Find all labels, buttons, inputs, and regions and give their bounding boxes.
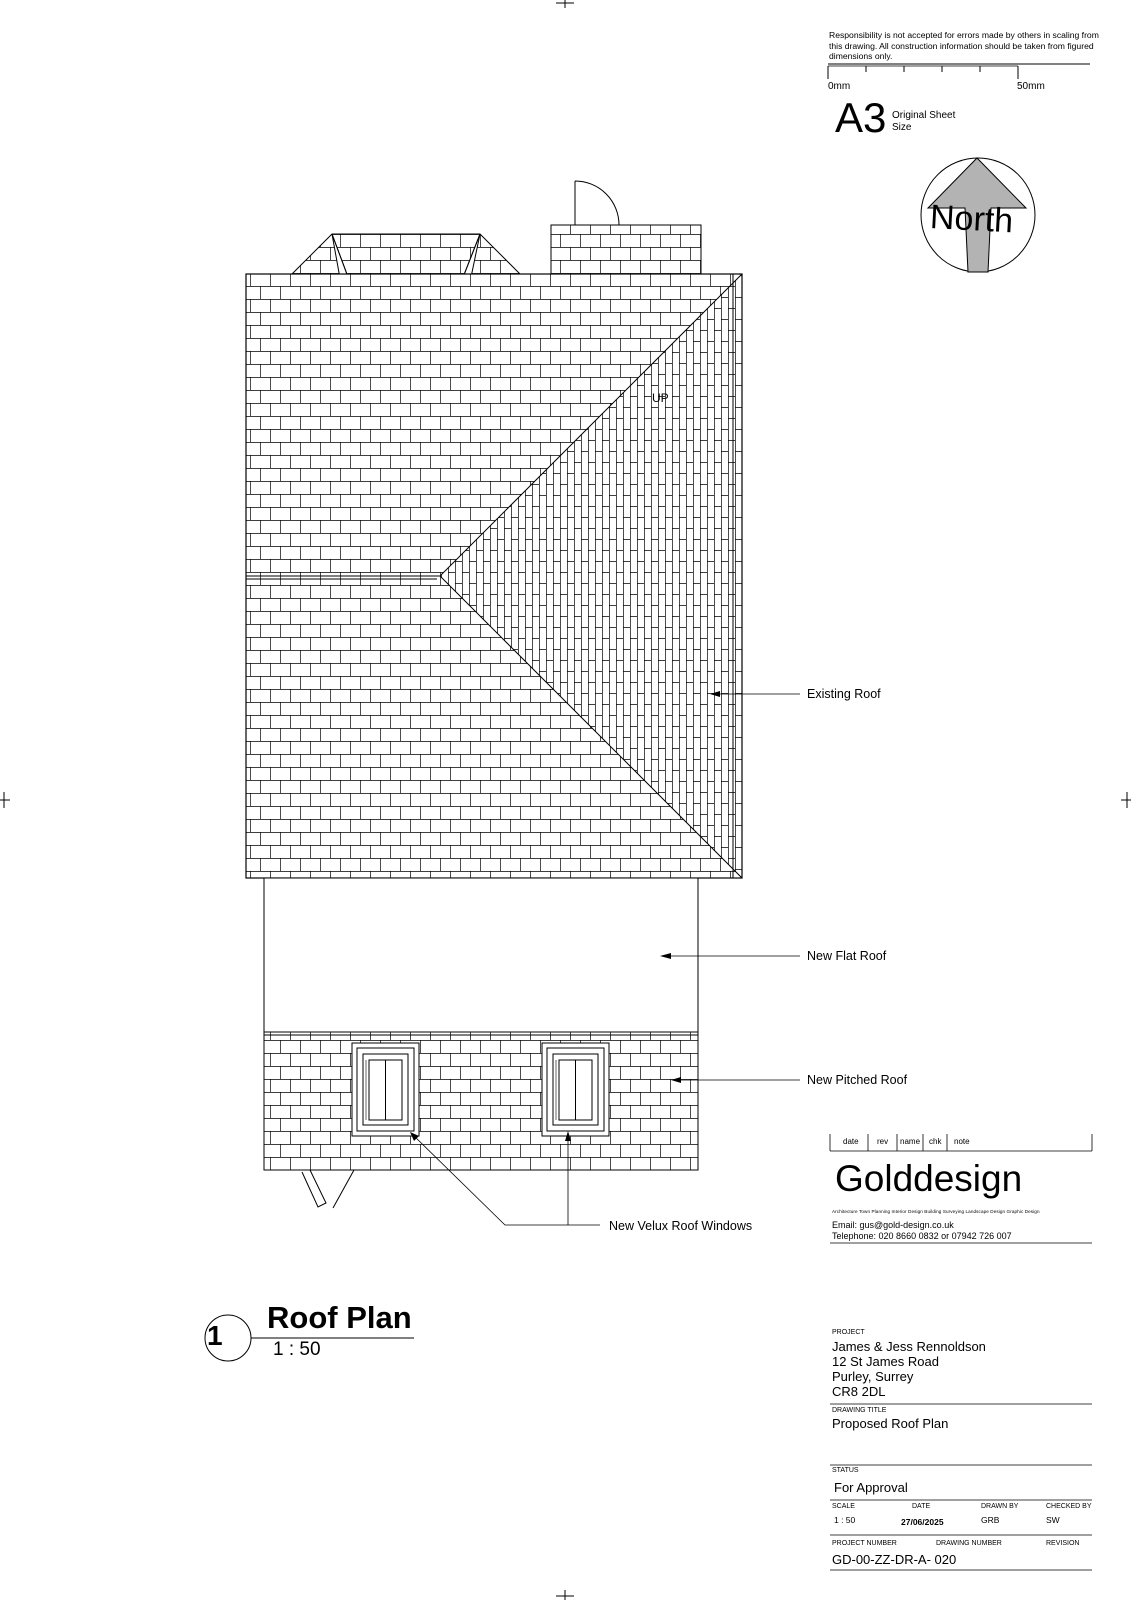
- company-telephone: Telephone: 020 8660 0832 or 07942 726 007: [832, 1231, 1012, 1241]
- checked-by-label: CHECKED BY: [1046, 1503, 1092, 1510]
- scale-bar-end-label: 50mm: [1017, 81, 1045, 92]
- scale-bar: [828, 64, 1090, 79]
- project-line-3: Purley, Surrey: [832, 1369, 914, 1384]
- title-tag-number: 1: [207, 1320, 223, 1351]
- status-label: STATUS: [832, 1467, 859, 1474]
- title-tag-title: Roof Plan: [267, 1300, 412, 1335]
- project-line-2: 12 St James Road: [832, 1354, 939, 1369]
- drawing-number: GD-00-ZZ-DR-A- 020: [832, 1552, 957, 1567]
- velux-window-right: [542, 1043, 609, 1136]
- date-label: DATE: [912, 1503, 931, 1510]
- new-flat-roof-label: New Flat Roof: [807, 949, 887, 963]
- drawn-by-label: DRAWN BY: [981, 1503, 1019, 1510]
- date-value: 27/06/2025: [901, 1517, 944, 1527]
- project-line-4: CR8 2DL: [832, 1384, 886, 1399]
- drawing-title: Proposed Roof Plan: [832, 1416, 949, 1431]
- new-flat-roof: [264, 878, 698, 1032]
- scale-value: 1 : 50: [834, 1515, 856, 1525]
- new-pitched-roof: [264, 1032, 698, 1170]
- project-label: PROJECT: [832, 1329, 865, 1336]
- rev-header-note: note: [954, 1137, 970, 1146]
- scale-label: SCALE: [832, 1503, 855, 1510]
- project-line-1: James & Jess Rennoldson: [832, 1339, 986, 1354]
- status-value: For Approval: [834, 1480, 908, 1495]
- scale-bar-start-label: 0mm: [828, 81, 851, 92]
- downpipe: [302, 1170, 354, 1208]
- chimney-block: [551, 225, 701, 274]
- checked-by-value: SW: [1046, 1515, 1060, 1525]
- new-pitched-roof-label: New Pitched Roof: [807, 1073, 908, 1087]
- title-tag-scale: 1 : 50: [273, 1339, 321, 1360]
- revision-label: REVISION: [1046, 1540, 1080, 1547]
- project-number-label: PROJECT NUMBER: [832, 1540, 897, 1547]
- existing-roof-label: Existing Roof: [807, 687, 881, 701]
- sheet-size: A3: [835, 94, 887, 141]
- sheet-size-caption: Original Sheet Size: [892, 110, 956, 133]
- drawing-number-label: DRAWING NUMBER: [936, 1540, 1002, 1547]
- rev-header-date: date: [843, 1137, 859, 1146]
- front-gable: [292, 234, 520, 274]
- roof-up-label: UP: [652, 391, 669, 405]
- north-label: North: [929, 198, 1015, 241]
- rev-header-rev: rev: [877, 1137, 889, 1146]
- drawn-by-value: GRB: [981, 1515, 1000, 1525]
- door-swing: [575, 181, 619, 225]
- rev-header-chk: chk: [929, 1137, 942, 1146]
- rev-header-name: name: [900, 1137, 921, 1146]
- drawing-title-label: DRAWING TITLE: [832, 1407, 887, 1414]
- company-email: Email: gus@gold-design.co.uk: [832, 1220, 954, 1230]
- velux-window-left: [352, 1043, 419, 1136]
- company-name: Golddesign: [835, 1158, 1023, 1199]
- company-tagline: Architecture Town Planning Interior Design Building Surveying Landscape Design Graphic Design: [832, 1209, 1040, 1214]
- new-velux-label: New Velux Roof Windows: [609, 1219, 753, 1233]
- disclaimer-text: Responsibility is not accepted for errors made by others in scaling from this drawing. All construction information should be taken from figured dimensions only.: [829, 30, 1099, 61]
